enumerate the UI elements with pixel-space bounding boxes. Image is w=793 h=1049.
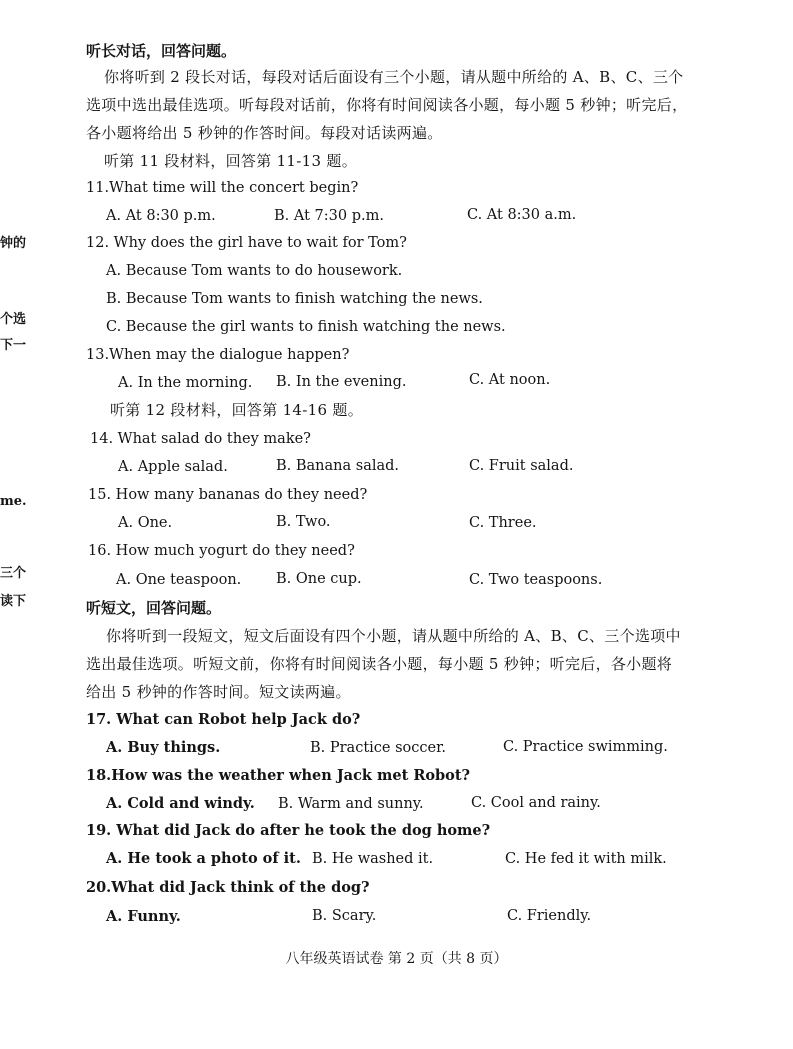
option-c: C. Two teaspoons.: [469, 572, 603, 588]
edge-fragment: 下一: [0, 338, 27, 353]
section-heading: 听长对话，回答问题。: [86, 42, 237, 60]
edge-fragment: 钟的: [0, 236, 27, 251]
instruction-line: 你将听到 2 段长对话，每段对话后面设有三个小题，请从题中所给的 A、B、C、三个: [104, 68, 684, 86]
option-c: C. Three.: [469, 515, 537, 531]
option-a: A. Apple salad.: [118, 459, 228, 475]
option-b: B. He washed it.: [312, 851, 434, 867]
option-c: C. Friendly.: [507, 908, 592, 924]
option-b: B. One cup.: [276, 571, 362, 587]
option-a: A. Buy things.: [106, 739, 221, 756]
option-b: B. Scary.: [312, 908, 377, 924]
option-a: A. Because Tom wants to do housework.: [106, 263, 403, 279]
option-b: B. Warm and sunny.: [278, 796, 424, 812]
option-b: B. At 7:30 p.m.: [274, 208, 384, 224]
page-footer: 八年级英语试卷 第 2 页（共 8 页）: [285, 951, 508, 967]
option-c: C. He fed it with milk.: [505, 851, 667, 867]
instruction-line: 你将听到一段短文，短文后面设有四个小题，请从题中所给的 A、B、C、三个选项中: [106, 627, 681, 645]
question: 19. What did Jack do after he took the dog home?: [86, 822, 491, 839]
option-c: C. Because the girl wants to finish watching the news.: [106, 319, 506, 335]
material-instruction: 听第 11 段材料，回答第 11-13 题。: [104, 152, 358, 170]
option-b: B. Practice soccer.: [310, 740, 447, 756]
question: 13.When may the dialogue happen?: [86, 347, 350, 363]
instruction-line: 选出最佳选项。听短文前，你将有时间阅读各小题，每小题 5 秒钟；听完后，各小题将: [86, 655, 673, 673]
question: 11.What time will the concert begin?: [86, 180, 359, 196]
option-b: B. Because Tom wants to finish watching the news.: [106, 291, 483, 307]
edge-fragment: 个选: [0, 312, 27, 327]
question: 16. How much yogurt do they need?: [88, 543, 355, 559]
option-b: B. Two.: [276, 514, 331, 530]
question: 17. What can Robot help Jack do?: [86, 711, 361, 728]
edge-fragment: 读下: [0, 594, 27, 609]
option-c: C. Practice swimming.: [503, 739, 668, 755]
question: 15. How many bananas do they need?: [88, 487, 368, 503]
option-b: B. In the evening.: [276, 374, 407, 390]
option-c: C. Cool and rainy.: [471, 795, 601, 811]
option-a: A. One.: [118, 515, 173, 531]
question: 20.What did Jack think of the dog?: [86, 879, 370, 896]
option-a: A. He took a photo of it.: [106, 850, 301, 867]
edge-fragment: 三个: [0, 566, 27, 581]
material-instruction: 听第 12 段材料，回答第 14-16 题。: [110, 401, 364, 419]
option-a: A. At 8:30 p.m.: [106, 208, 216, 224]
instruction-line: 给出 5 秒钟的作答时间。短文读两遍。: [86, 683, 351, 701]
instruction-line: 各小题将给出 5 秒钟的作答时间。每段对话读两遍。: [86, 124, 443, 142]
edge-fragment: me.: [0, 494, 27, 509]
option-a: A. One teaspoon.: [116, 572, 242, 588]
option-c: C. Fruit salad.: [469, 458, 574, 474]
option-c: C. At 8:30 a.m.: [467, 207, 577, 223]
option-a: A. In the morning.: [118, 375, 253, 391]
option-a: A. Cold and windy.: [106, 795, 255, 812]
section-heading: 听短文，回答问题。: [86, 599, 222, 617]
option-c: C. At noon.: [469, 372, 551, 388]
option-a: A. Funny.: [106, 908, 181, 925]
question: 12. Why does the girl have to wait for Tom?: [86, 235, 407, 251]
instruction-line: 选项中选出最佳选项。听每段对话前，你将有时间阅读各小题，每小题 5 秒钟；听完后，: [86, 96, 688, 114]
question: 14. What salad do they make?: [90, 431, 311, 447]
option-b: B. Banana salad.: [276, 458, 400, 474]
question: 18.How was the weather when Jack met Robot?: [86, 767, 471, 784]
